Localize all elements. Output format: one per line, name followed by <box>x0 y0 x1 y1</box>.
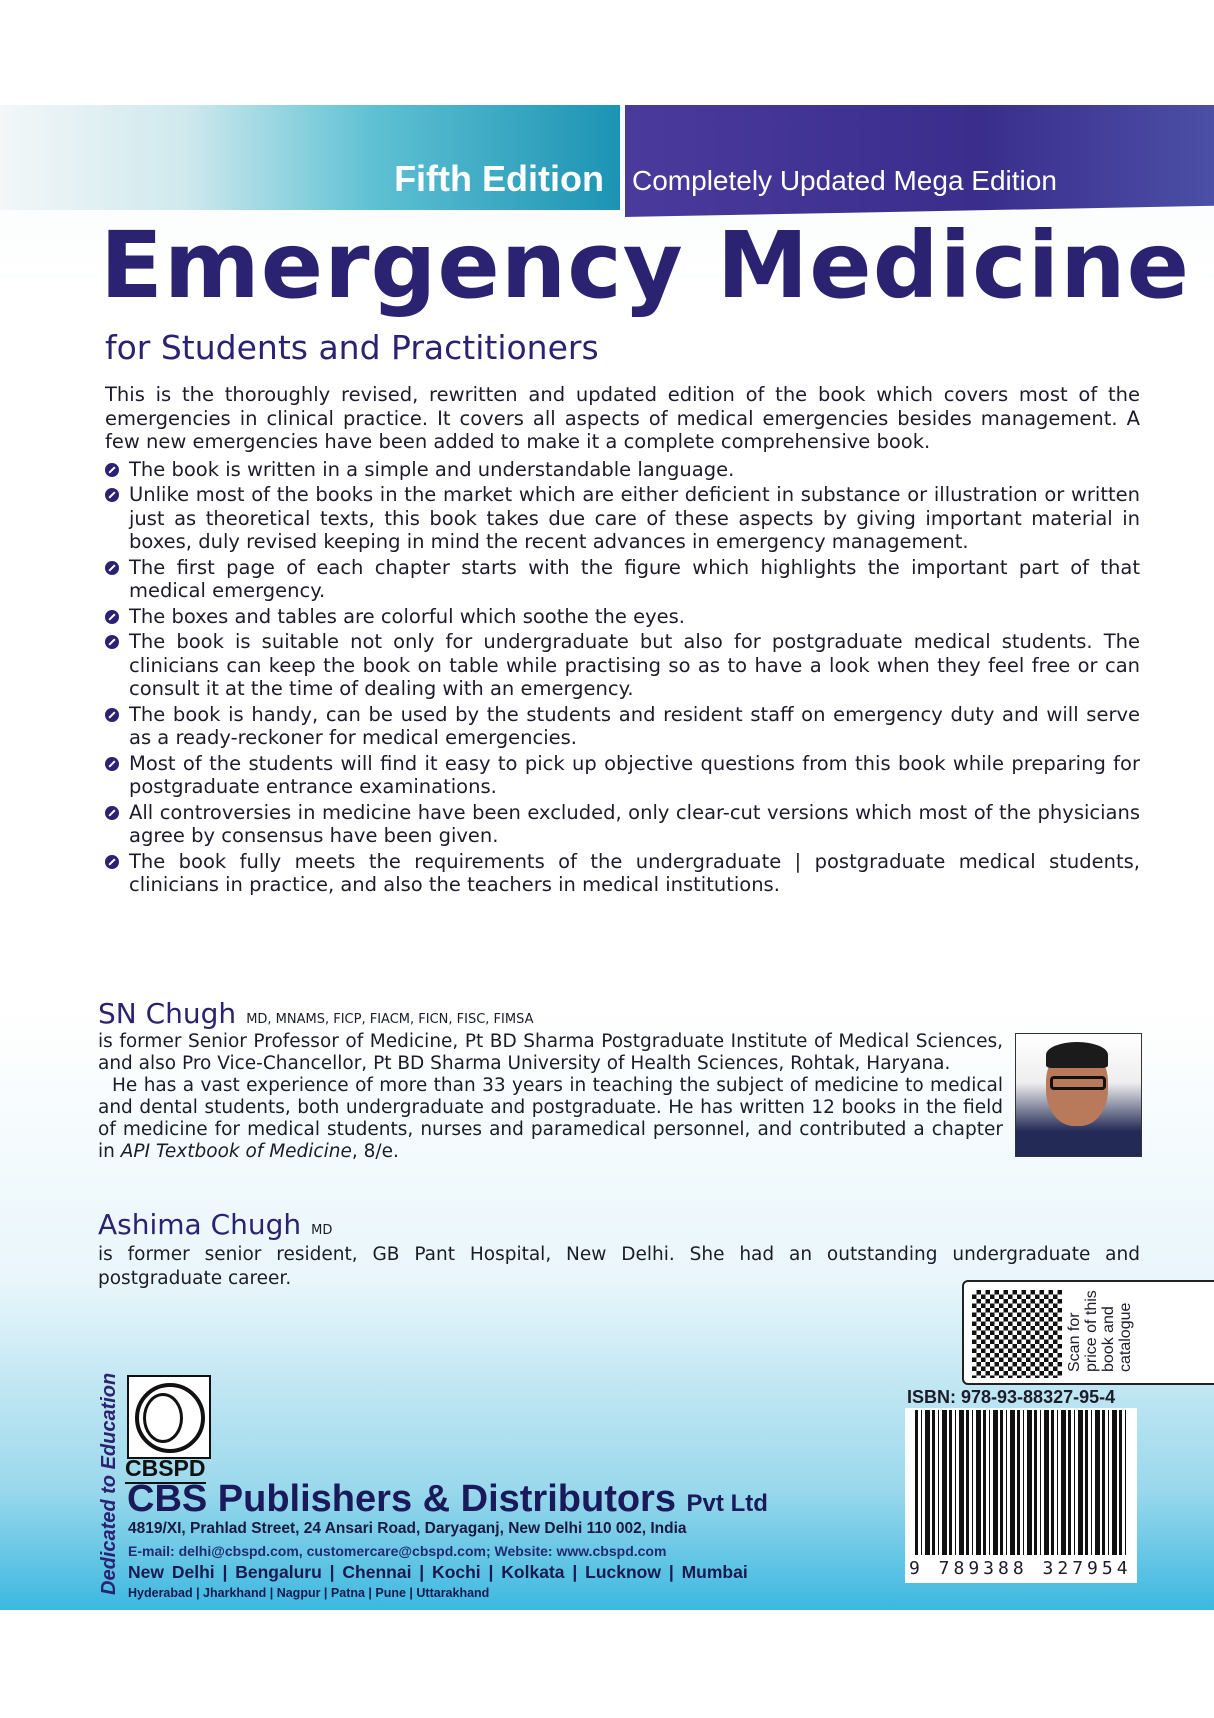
list-item <box>105 483 1140 554</box>
list-item <box>105 458 1140 482</box>
bio-text-end: , 8/e. <box>351 1141 399 1162</box>
qr-caption: Scan for price of this book and catalogue <box>1066 1290 1134 1372</box>
book-subtitle: for Students and Practitioners <box>105 328 599 367</box>
publisher-logo-icon <box>127 1375 211 1459</box>
intro-paragraph: This is the thoroughly revised, rewritten and updated edition of the book which covers most of the emergencies in clinical practice. It covers all aspects of medical emergencies besides management. A few new emergencies have been added to make it a complete comprehensive book. <box>105 383 1140 453</box>
list-item <box>105 703 1140 750</box>
bullet-text: The book is written in a simple and understandable language. <box>129 457 735 481</box>
edition-label: Fifth Edition <box>394 158 604 199</box>
author-bio: is former Senior Professor of Medicine, Pt BD Sharma Postgraduate Institute of Medical Sciences, and also Pro Vice-Chancellor, Pt BD Sharma University of Health Sciences, Rohtak, Haryana. <box>98 1031 1003 1074</box>
publisher-address: 4819/XI, Prahlad Street, 24 Ansari Road, Daryaganj, New Delhi 110 002, India <box>128 1520 687 1537</box>
bullet-icon <box>105 635 119 649</box>
bullet-icon <box>105 488 119 502</box>
bullet-icon <box>105 806 119 820</box>
list-item <box>105 605 1140 629</box>
publisher-cities: New Delhi | Bengaluru | Chennai | Kochi | Kolkata | Lucknow | Mumbai <box>128 1562 748 1582</box>
bullet-text: Most of the students will find it easy to pick up objective questions from this book while preparing for postgraduate entrance examinations. <box>129 751 1140 798</box>
publisher-logo-text: CBSPD <box>125 1455 206 1484</box>
author-credentials: MD <box>311 1223 333 1238</box>
bullet-icon <box>105 463 119 477</box>
feature-list <box>105 458 1140 897</box>
publisher-cities-secondary: Hyderabad | Jharkhand | Nagpur | Patna | Pune | Uttarakhand <box>128 1586 490 1600</box>
book-reference: API Textbook of Medicine <box>120 1141 352 1162</box>
book-title: Emergency Medicine <box>100 212 1191 319</box>
publisher-contact: E-mail: delhi@cbspd.com, customercare@cbspd.com; Website: www.cbspd.com <box>128 1543 667 1559</box>
qr-box[interactable] <box>962 1280 1214 1385</box>
publisher-name <box>127 1478 768 1521</box>
bullet-icon <box>105 757 119 771</box>
author-credentials: MD, MNAMS, FICP, FIACM, FICN, FISC, FIMSA <box>246 1012 534 1027</box>
bullet-text: All controversies in medicine have been excluded, only clear-cut versions which most of the physicians agree by consensus have been given. <box>129 800 1140 847</box>
bullet-icon <box>105 855 119 869</box>
author-bio: is former senior resident, GB Pant Hospital, New Delhi. She had an outstanding undergraduate and postgraduate career. <box>98 1244 1140 1289</box>
author-bio-2 <box>98 1075 1003 1163</box>
bullet-text: The book is suitable not only for undergraduate but also for postgraduate medical students. The clinicians can keep the book on table while practising so as to have a look when they feel free or can consult it at the time of dealing with an emergency. <box>129 630 1140 700</box>
qr-code-icon[interactable] <box>972 1290 1062 1378</box>
description <box>105 383 1140 899</box>
barcode <box>905 1408 1137 1583</box>
list-item <box>105 630 1140 701</box>
bullet-text: The book fully meets the requirements of the undergraduate | postgraduate medical students, clinicians in practice, and also the teachers in medical institutions. <box>129 849 1140 896</box>
barcode-bars <box>915 1410 1127 1555</box>
publisher-name-text: CBS Publishers & Distributors <box>127 1478 676 1520</box>
bullet-text: The book is handy, can be used by the students and resident staff on emergency duty and will serve as a ready-reckoner for medical emergencies. <box>129 702 1140 749</box>
author-name: Ashima Chugh <box>98 1208 302 1241</box>
list-item <box>105 801 1140 848</box>
author-sn-chugh <box>98 997 1003 1163</box>
bio-text: He has a vast experience of more than 33 years in teaching the subject of medicine to medical and dental students, both undergraduate and postgraduate. He has written 12 books in the field of medicine for medical students, nurses and paramedical personnel, and contributed a chapter in <box>98 1075 1003 1162</box>
header-band-right <box>625 105 1214 217</box>
isbn-label: ISBN: 978-93-88327-95-4 <box>907 1387 1116 1407</box>
list-item <box>105 752 1140 799</box>
bullet-icon <box>105 561 119 575</box>
edition-tagline: Completely Updated Mega Edition <box>632 165 1057 196</box>
bullet-icon <box>105 708 119 722</box>
barcode-digits: 9 789388 327954 <box>909 1558 1132 1579</box>
list-item <box>105 850 1140 897</box>
author-photo <box>1015 1033 1142 1157</box>
bullet-text: Unlike most of the books in the market which are either deficient in substance or illustration or written just as theoretical texts, this book takes due care of these aspects by giving important material in boxes, duly revised keeping in mind the recent advances in emergency management. <box>129 483 1140 553</box>
publisher-suffix: Pvt Ltd <box>686 1490 768 1517</box>
bullet-text: The boxes and tables are colorful which soothe the eyes. <box>129 604 686 628</box>
publisher-motto: Dedicated to Education <box>98 1372 120 1595</box>
bullet-icon <box>105 610 119 624</box>
author-name: SN Chugh <box>98 997 237 1030</box>
list-item <box>105 556 1140 603</box>
bullet-text: The first page of each chapter starts with the figure which highlights the important part of that medical emergency. <box>129 555 1140 602</box>
